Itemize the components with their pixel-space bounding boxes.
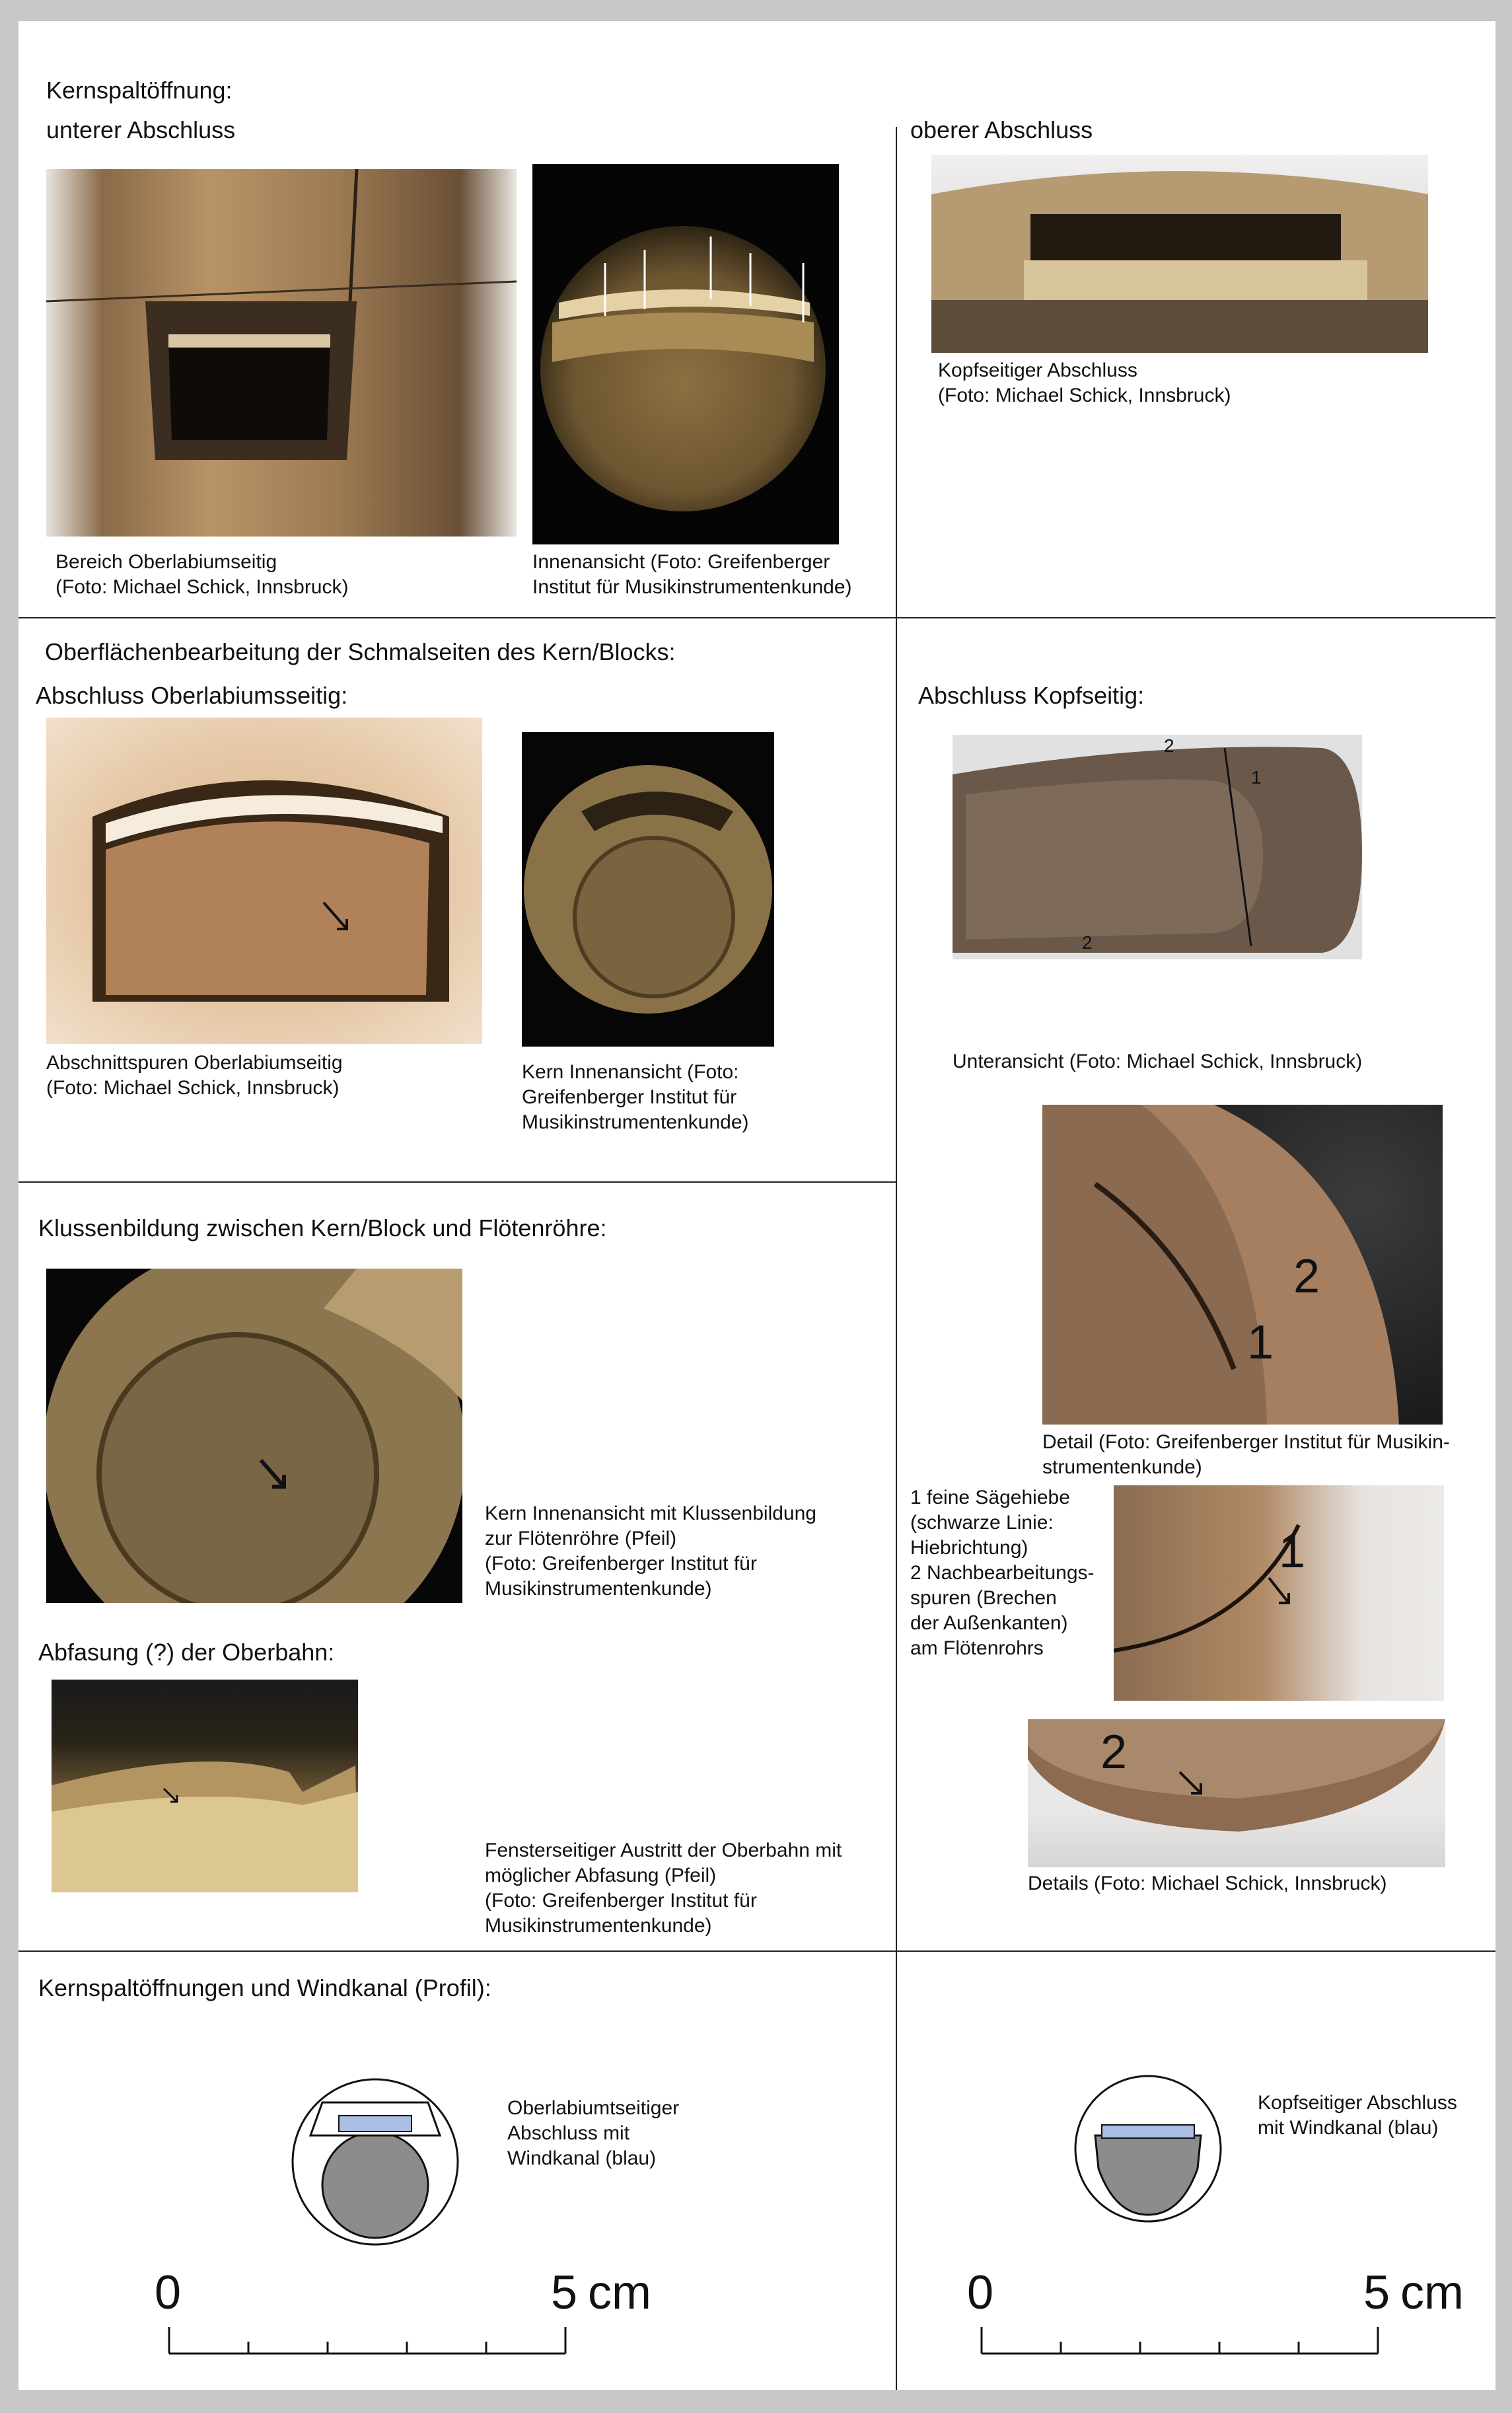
row-divider-2 — [18, 1181, 897, 1183]
marker-1: 1 — [1251, 767, 1262, 788]
legend-markers: 1 feine Sägehiebe (schwarze Linie: Hiebrichtung) 2 Nachbearbeitungs- spuren (Brechen der Außenkanten) am Flötenrohrs — [910, 1487, 1095, 1659]
photo-oberlabium-area — [46, 169, 517, 537]
unterer-abschluss-heading: unterer Abschluss — [46, 116, 236, 143]
photo-abschnittspuren — [46, 718, 482, 1044]
kernspalt-title: Kernspaltöffnung: — [46, 77, 233, 104]
photo-details — [1028, 1719, 1445, 1867]
photo-klussenbildung — [46, 1269, 462, 1603]
photo-kopfseitig — [931, 155, 1428, 353]
oberflaeche-title: Oberflächenbearbeitung der Schmalseiten des Kern/Blocks: — [45, 638, 676, 665]
oberer-abschluss-heading: oberer Abschluss — [910, 116, 1093, 143]
marker-2-top: 2 — [1164, 735, 1174, 756]
detail-marker-2: 2 — [1293, 1250, 1320, 1303]
caption-kopfseitig: Kopfseitiger Abschluss (Foto: Michael Schick, Innsbruck) — [938, 359, 1231, 406]
caption-unteransicht: Unteransicht (Foto: Michael Schick, Innsbruck) — [953, 1051, 1363, 1072]
profile-oberlabium-drawing — [276, 2063, 474, 2261]
scale-bar-left — [168, 2327, 571, 2360]
photo-kern-innenansicht — [522, 732, 774, 1047]
details-marker-2: 2 — [1100, 1726, 1128, 1779]
photo-innenansicht — [532, 164, 839, 544]
row-divider-1 — [18, 617, 1495, 618]
detail-marker-1: 1 — [1247, 1316, 1274, 1369]
profil-title: Kernspaltöffnungen und Windkanal (Profil): — [38, 1974, 491, 2001]
caption-kern-innenansicht: Kern Innenansicht (Foto: Greifenberger Institut für Musikinstrumentenkunde) — [522, 1061, 749, 1133]
caption-details: Details (Foto: Michael Schick, Innsbruck) — [1028, 1873, 1387, 1894]
photo-detail — [1042, 1105, 1443, 1425]
caption-profile-kopfseitig: Kopfseitiger Abschluss mit Windkanal (blau) — [1258, 2092, 1457, 2139]
abschluss-kopfseitig-heading: Abschluss Kopfseitig: — [918, 682, 1145, 709]
caption-detail: Detail (Foto: Greifenberger Institut für Musikin- strumentenkunde) — [1042, 1431, 1450, 1478]
scale-left-zero: 0 — [155, 2266, 182, 2319]
document-page — [18, 21, 1495, 2390]
scale-right-unit: cm — [1400, 2266, 1464, 2319]
photo-abfasung — [52, 1680, 358, 1892]
column-divider — [896, 127, 897, 2390]
profile-kopfseitig-drawing — [1062, 2063, 1234, 2235]
caption-abfasung: Fensterseitiger Austritt der Oberbahn mit möglicher Abfasung (Pfeil) (Foto: Greifenberger Institut für Musikinstrumentenkunde) — [485, 1839, 842, 1937]
scale-left-unit: cm — [588, 2266, 651, 2319]
caption-oberlabium: Bereich Oberlabiumseitig (Foto: Michael Schick, Innsbruck) — [55, 551, 349, 598]
photo-detail-small — [1114, 1485, 1444, 1701]
photo-unteransicht — [953, 735, 1362, 959]
scale-left-five: 5 — [551, 2266, 578, 2319]
abschluss-oberlabium-heading: Abschluss Oberlabiumsseitig: — [36, 682, 348, 709]
scale-right-zero: 0 — [967, 2266, 994, 2319]
caption-klussenbildung: Kern Innenansicht mit Klussenbildung zur Flötenröhre (Pfeil) (Foto: Greifenberger Institut für Musikinstrumentenkunde) — [485, 1503, 816, 1600]
marker-2-bottom: 2 — [1082, 932, 1093, 953]
caption-profile-oberlabium: Oberlabiumtseitiger Abschluss mit Windkanal (blau) — [507, 2097, 680, 2169]
small-detail-marker-1: 1 — [1279, 1525, 1306, 1578]
klussen-title: Klussenbildung zwischen Kern/Block und Flötenröhre: — [38, 1214, 607, 1242]
scale-bar-right — [980, 2327, 1383, 2360]
scale-right-five: 5 — [1363, 2266, 1390, 2319]
abfasung-heading: Abfasung (?) der Oberbahn: — [38, 1639, 335, 1666]
caption-abschnittspuren: Abschnittspuren Oberlabiumseitig (Foto: Michael Schick, Innsbruck) — [46, 1052, 343, 1099]
caption-innenansicht: Innenansicht (Foto: Greifenberger Institut für Musikinstrumentenkunde) — [532, 551, 852, 598]
row-divider-3 — [18, 1950, 1495, 1952]
